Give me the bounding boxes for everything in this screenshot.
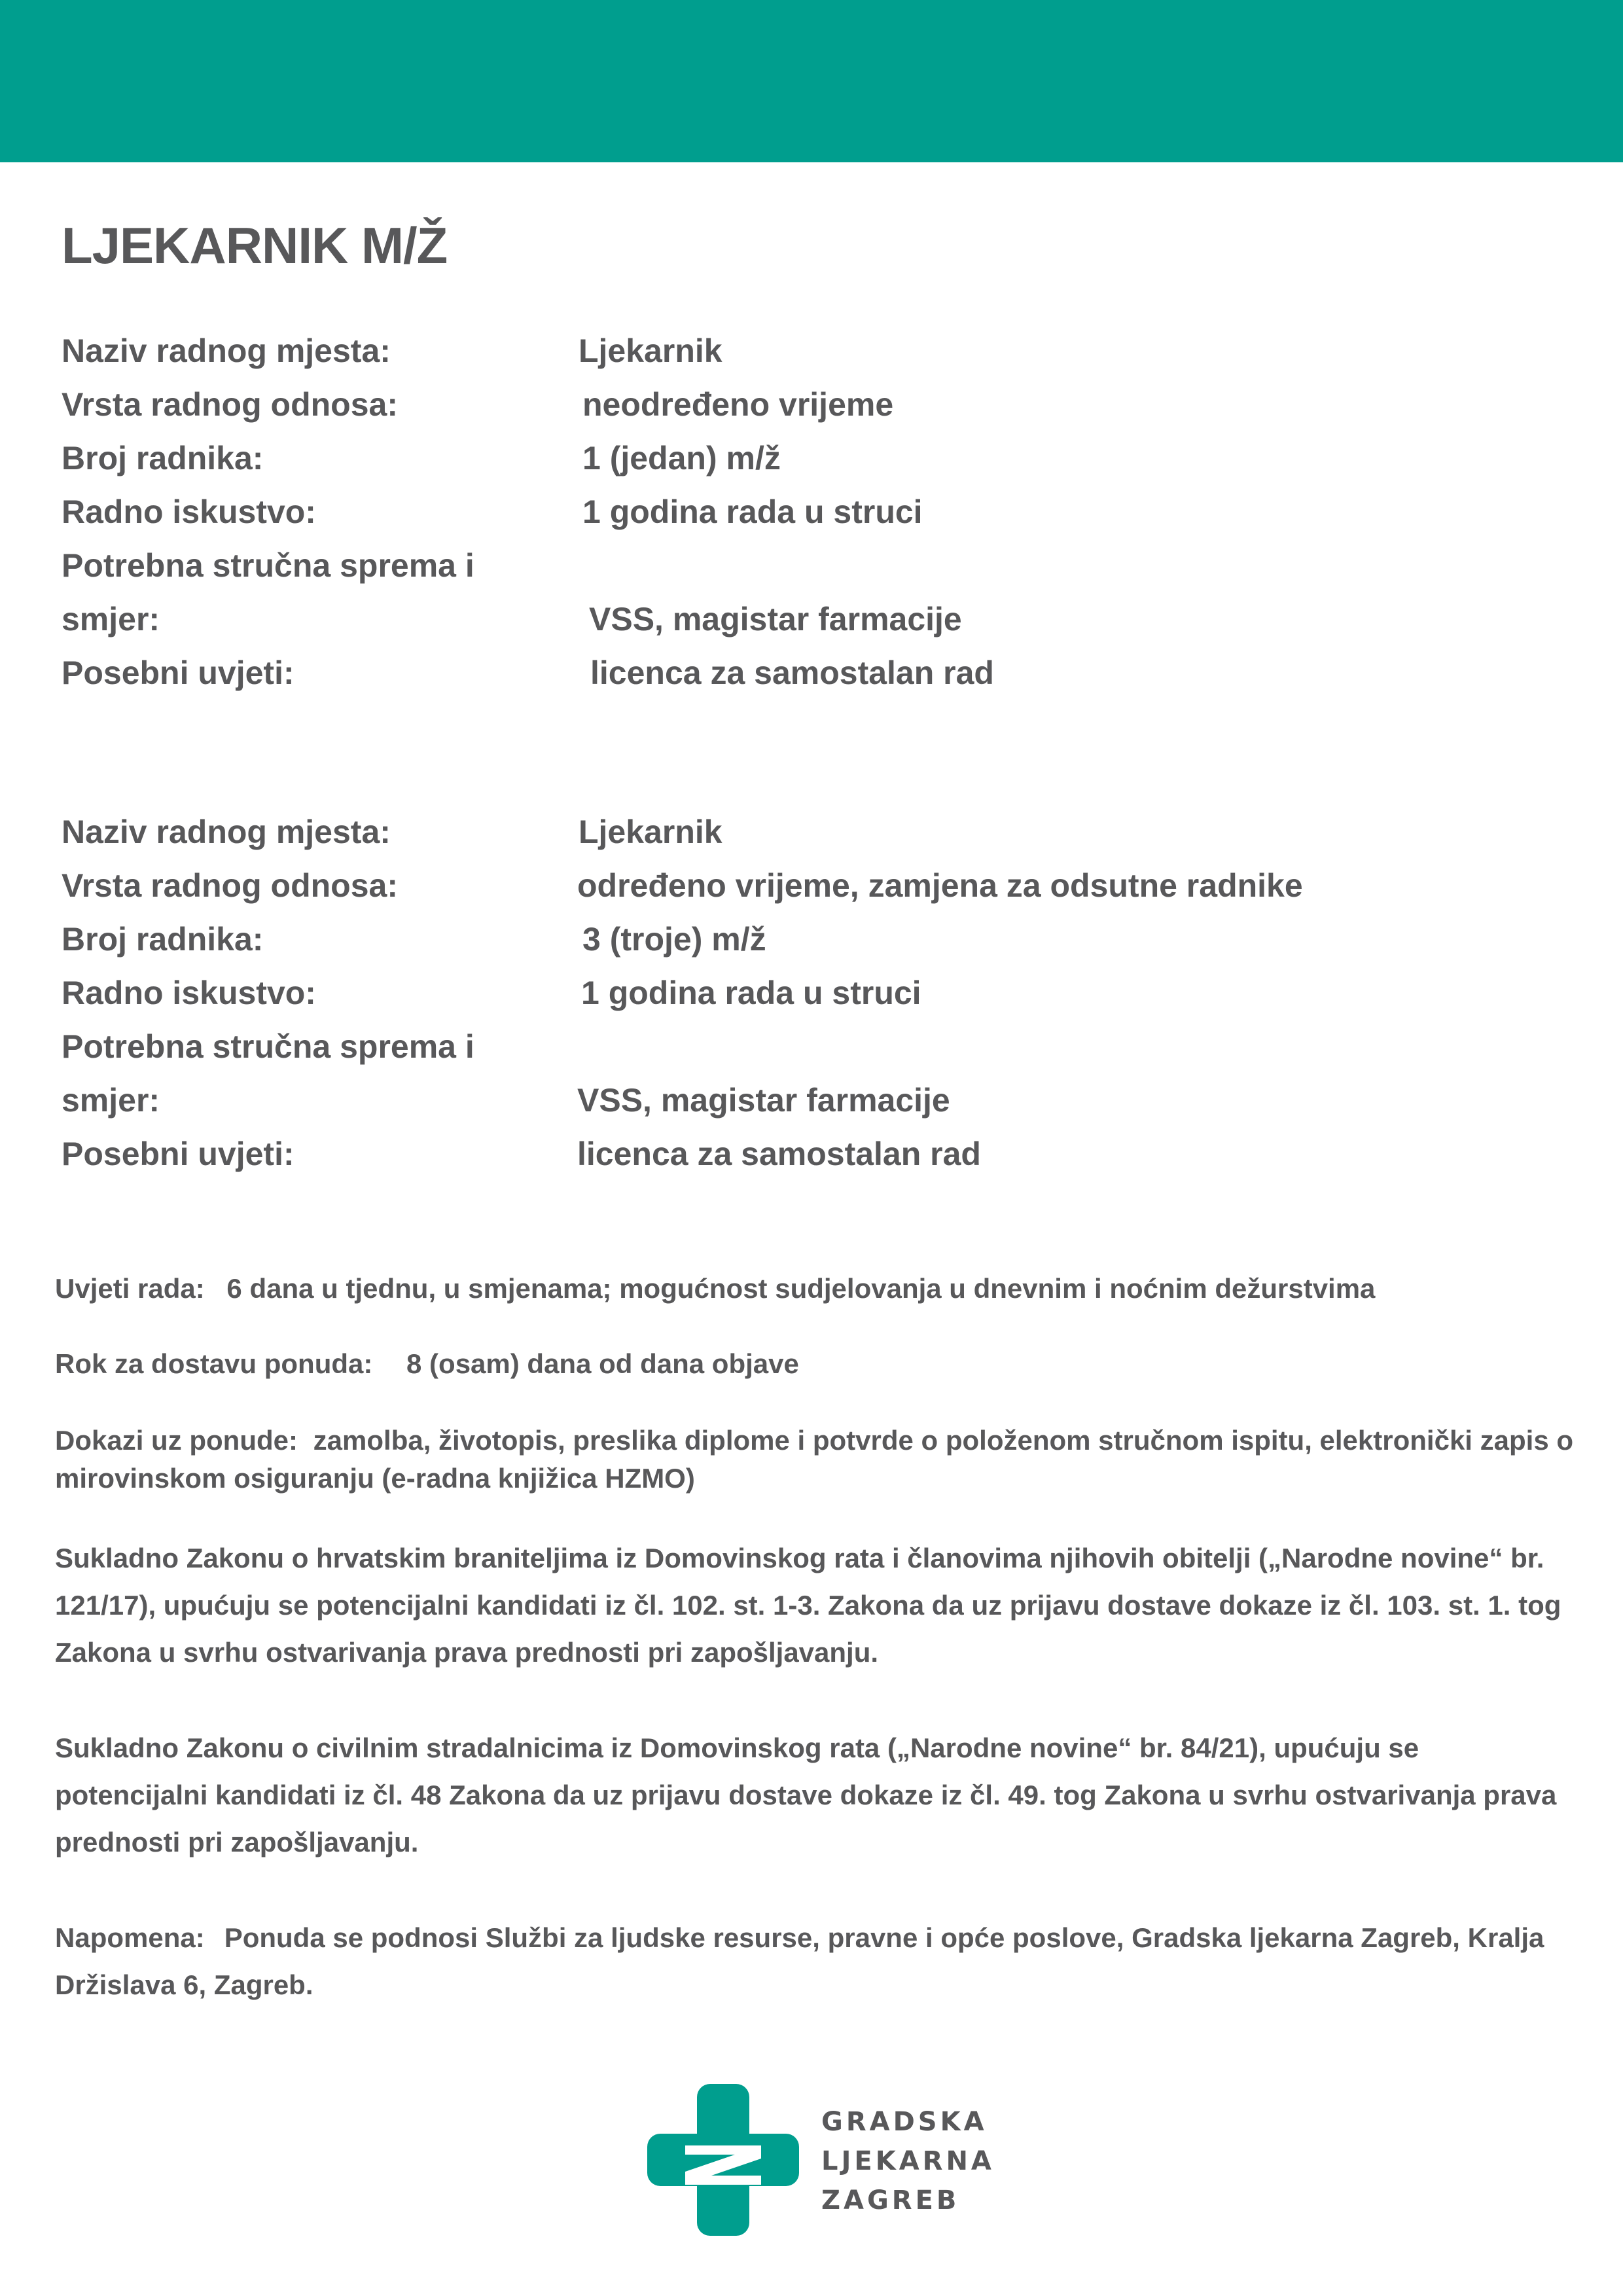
page-title: LJEKARNIK M/Ž — [62, 217, 448, 274]
row-iskustvo — [62, 966, 1567, 1020]
field-label: Posebni uvjeti: — [62, 1136, 294, 1172]
header-band — [0, 0, 1623, 162]
field-label: Radno iskustvo: — [62, 493, 316, 530]
field-value: 1 godina rada u struci — [582, 493, 923, 530]
row-uvjeti — [62, 646, 1567, 700]
veterans-law-paragraph: Sukladno Zakonu o hrvatskim braniteljima iz Domovinskog rata i članovima njihovih obitelji („Narodne novine“ br. 121/17), upućuju se potencijalni kandidati iz čl. 102. st. 1-3. Zakona da uz prijavu dostave dokaze iz čl. 103. st. 1. tog Zakona u svrhu ostvarivanja prava prednosti pri zapošljavanju. — [55, 1543, 1561, 1668]
row-broj — [62, 912, 1567, 966]
info-value: zamolba, životopis, preslika diplome i potvrde o položenom stručnom ispitu, elektronički zapis o mirovinskom osiguranju (e-radna knjižica HZMO) — [55, 1425, 1574, 1494]
remark-paragraph — [55, 1914, 1573, 2009]
field-value: 3 (troje) m/ž — [582, 921, 766, 958]
info-key: Uvjeti rada: — [55, 1273, 205, 1304]
field-label: Vrsta radnog odnosa: — [62, 867, 398, 904]
row-vrsta — [62, 859, 1567, 912]
field-label: Broj radnika: — [62, 440, 264, 476]
submission-deadline — [55, 1345, 1573, 1383]
row-iskustvo — [62, 485, 1567, 539]
info-value: 6 dana u tjednu, u smjenama; mogućnost sudjelovanja u dnevnim i noćnim dežurstvima — [226, 1273, 1376, 1304]
remark-value: Ponuda se podnosi Službi za ljudske resurse, pravne i opće poslove, Gradska ljekarna Zagreb, Kralja Držislava 6, Zagreb. — [55, 1922, 1544, 2000]
field-value: 1 godina rada u struci — [581, 975, 921, 1011]
field-label-line2: smjer: — [62, 601, 160, 637]
row-sprema — [62, 1020, 1567, 1127]
field-value: licenca za samostalan rad — [577, 1136, 981, 1172]
gradska-ljekarna-logo — [645, 2081, 1011, 2238]
row-naziv — [62, 324, 1567, 378]
field-label: Broj radnika: — [62, 921, 264, 958]
field-value: VSS, magistar farmacije — [577, 1082, 950, 1119]
info-key: Rok za dostavu ponuda: — [55, 1348, 373, 1379]
logo-line-2: LJEKARNA — [821, 2146, 995, 2176]
field-label: Naziv radnog mjesta: — [62, 332, 391, 369]
info-key: Dokazi uz ponude: — [55, 1425, 298, 1456]
field-label: Posebni uvjeti: — [62, 655, 294, 691]
field-label — [62, 539, 474, 646]
position-block-2 — [62, 805, 1567, 1181]
required-documents — [55, 1422, 1573, 1498]
field-label-line1: Potrebna stručna sprema i — [62, 1028, 474, 1065]
working-conditions — [55, 1270, 1573, 1308]
field-label — [62, 1020, 474, 1127]
field-value: Ljekarnik — [579, 332, 722, 369]
row-vrsta — [62, 378, 1567, 431]
logo-line-3: ZAGREB — [821, 2185, 960, 2215]
field-label: Naziv radnog mjesta: — [62, 814, 391, 850]
row-naziv — [62, 805, 1567, 859]
field-label: Radno iskustvo: — [62, 975, 316, 1011]
civilians-law-paragraph: Sukladno Zakonu o civilnim stradalnicima iz Domovinskog rata („Narodne novine“ br. 84/21), upućuju se potencijalni kandidati iz čl. 48 Zakona da uz prijavu dostave dokaze iz čl. 49. tog Zakona u svrhu ostvarivanja prava prednosti pri zapošljavanju. — [55, 1732, 1557, 1857]
row-uvjeti — [62, 1127, 1567, 1181]
field-label-line1: Potrebna stručna sprema i — [62, 547, 474, 584]
field-value: Ljekarnik — [579, 814, 722, 850]
field-label: Vrsta radnog odnosa: — [62, 386, 398, 423]
row-sprema — [62, 539, 1567, 646]
logo-line-1: GRADSKA — [821, 2107, 988, 2137]
field-value: 1 (jedan) m/ž — [582, 440, 781, 476]
field-value: licenca za samostalan rad — [590, 655, 994, 691]
logo-wordmark — [821, 2102, 995, 2220]
cross-z-logo-icon — [645, 2081, 802, 2238]
field-value: VSS, magistar farmacije — [589, 601, 962, 637]
row-broj — [62, 431, 1567, 485]
position-block-1 — [62, 324, 1567, 700]
field-value: neodređeno vrijeme — [582, 386, 894, 423]
field-value: određeno vrijeme, zamjena za odsutne radnike — [577, 867, 1303, 904]
info-value: 8 (osam) dana od dana objave — [406, 1348, 799, 1379]
field-label-line2: smjer: — [62, 1082, 160, 1119]
remark-key: Napomena: — [55, 1922, 205, 1953]
